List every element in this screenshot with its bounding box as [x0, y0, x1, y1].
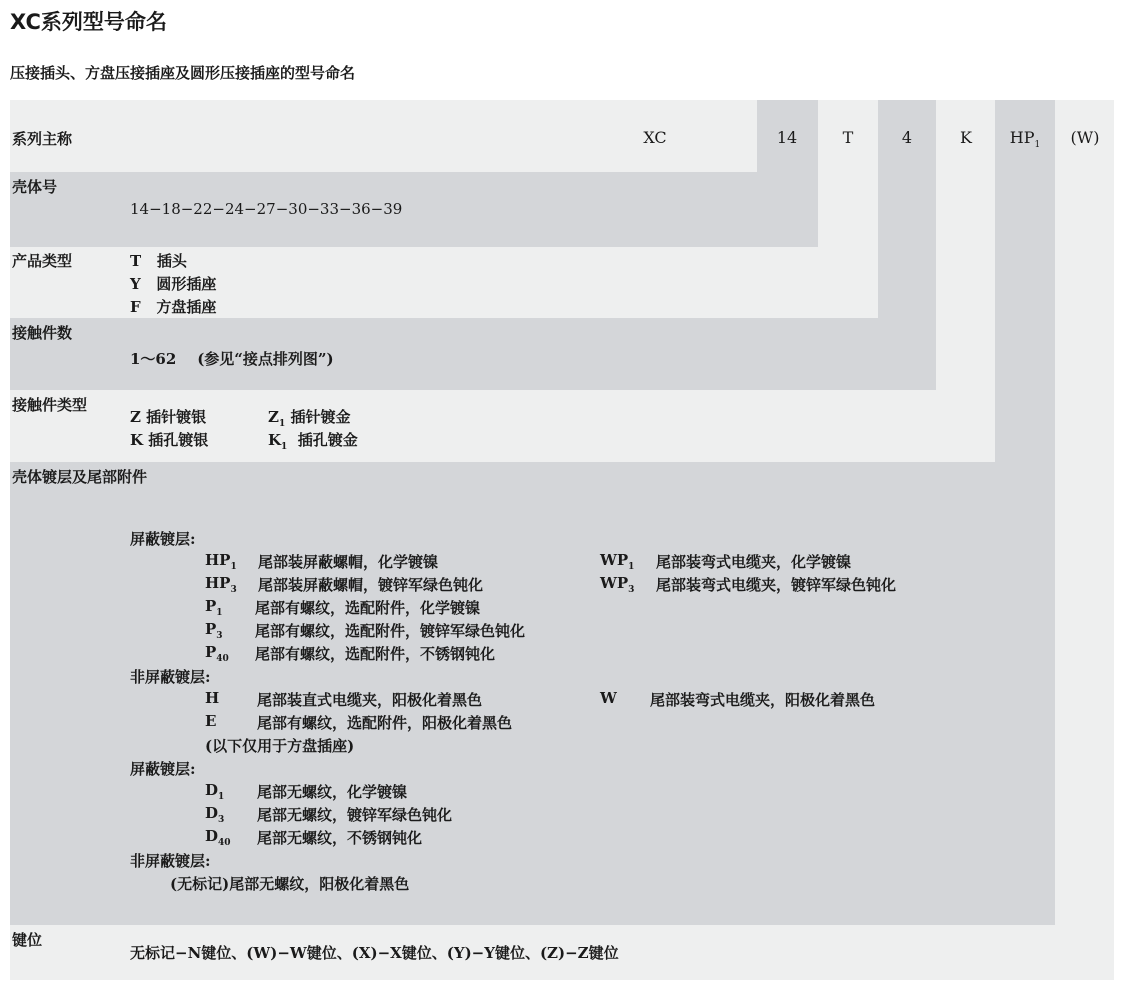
- contacts-label: 接触件数: [12, 324, 73, 342]
- plating-note: (以下仅用于方盘插座): [205, 737, 355, 755]
- contact-type-z: Z 插针镀银: [130, 408, 207, 426]
- code-contact-type: K: [960, 128, 972, 147]
- plating-p3: $P_3$: [205, 620, 223, 641]
- plating-label: 壳体镀层及尾部附件: [12, 468, 148, 486]
- contact-type-label: 接触件类型: [12, 396, 88, 414]
- contact-type-z1: $Z_1$ 插针镀金: [268, 408, 351, 429]
- plating-h: H: [205, 689, 220, 707]
- plating-heading: 屏蔽镀层:: [130, 760, 196, 778]
- plating-d40-text: 尾部无螺纹，不锈钢钝化: [257, 829, 423, 847]
- plating-e-text: 尾部有螺纹，选配附件，阳极化着黑色: [257, 714, 513, 732]
- code-plating: [995, 128, 1055, 150]
- code-key: (W): [1070, 128, 1100, 147]
- key-label: 键位: [12, 931, 43, 949]
- contact-type-k: K 插孔镀银: [130, 431, 209, 449]
- type-item: F 方盘插座: [130, 298, 217, 316]
- series-label: 系列主称: [12, 130, 73, 148]
- contacts-value: 1～62 (参见“接点排列图”): [130, 350, 334, 368]
- plating-d1: $D_1$: [205, 781, 225, 802]
- plating-hp3-text: 尾部装屏蔽螺帽，镀锌军绿色钝化: [258, 576, 484, 594]
- code-shell: 14: [776, 128, 798, 147]
- plating-d40: $D_{40}$: [205, 827, 231, 848]
- shell-values: 14−18−22−24−27−30−33−36−39: [130, 200, 403, 218]
- plating-heading: 非屏蔽镀层:: [130, 668, 211, 686]
- plating-p40-text: 尾部有螺纹，选配附件，不锈钢钝化: [255, 645, 496, 663]
- code-plating-sub: 1: [1034, 140, 1041, 151]
- plating-p1-text: 尾部有螺纹，选配附件，化学镀镍: [255, 599, 481, 617]
- plating-p40: $P_{40}$: [205, 643, 229, 664]
- plating-d3: $D_3$: [205, 804, 225, 825]
- code-type: T: [842, 128, 854, 147]
- plating-wp3-text: 尾部装弯式电缆夹，镀锌军绿色钝化: [656, 576, 897, 594]
- plating-d1-text: 尾部无螺纹，化学镀镍: [257, 783, 408, 801]
- plating-h-text: 尾部装直式电缆夹，阳极化着黑色: [257, 691, 483, 709]
- code-contacts: 4: [901, 128, 913, 147]
- key-value: 无标记−N键位、(W)−W键位、(X)−X键位、(Y)−Y键位、(Z)−Z键位: [130, 944, 619, 962]
- type-item: Y 圆形插座: [130, 275, 217, 293]
- page-title: XC系列型号命名: [10, 10, 167, 34]
- plating-wp1-text: 尾部装弯式电缆夹，化学镀镍: [656, 553, 852, 571]
- plating-heading: 屏蔽镀层:: [130, 530, 196, 548]
- plating-wp1: $WP_1$: [600, 551, 635, 572]
- plating-wp3: $WP_3$: [600, 574, 635, 595]
- section-title: 压接插头、方盘压接插座及圆形压接插座的型号命名: [10, 64, 356, 82]
- plating-none: (无标记)尾部无螺纹，阳极化着黑色: [170, 875, 410, 893]
- code-plating-text: HP: [1009, 128, 1035, 147]
- plating-d3-text: 尾部无螺纹，镀锌军绿色钝化: [257, 806, 453, 824]
- shell-label: 壳体号: [12, 178, 58, 196]
- plating-w: W: [600, 689, 617, 707]
- code-series: XC: [643, 128, 667, 147]
- plating-w-text: 尾部装弯式电缆夹，阳极化着黑色: [650, 691, 876, 709]
- plating-heading: 非屏蔽镀层:: [130, 852, 211, 870]
- type-item: T 插头: [130, 252, 187, 270]
- plating-hp1: $HP_1$: [205, 551, 237, 572]
- type-label: 产品类型: [12, 252, 73, 270]
- contact-type-k1: $K_1$ 插孔镀金: [268, 431, 358, 452]
- plating-p1: $P_1$: [205, 597, 223, 618]
- plating-hp1-text: 尾部装屏蔽螺帽，化学镀镍: [258, 553, 439, 571]
- plating-p3-text: 尾部有螺纹，选配附件，镀锌军绿色钝化: [255, 622, 526, 640]
- plating-hp3: $HP_3$: [205, 574, 237, 595]
- plating-e: E: [205, 712, 217, 730]
